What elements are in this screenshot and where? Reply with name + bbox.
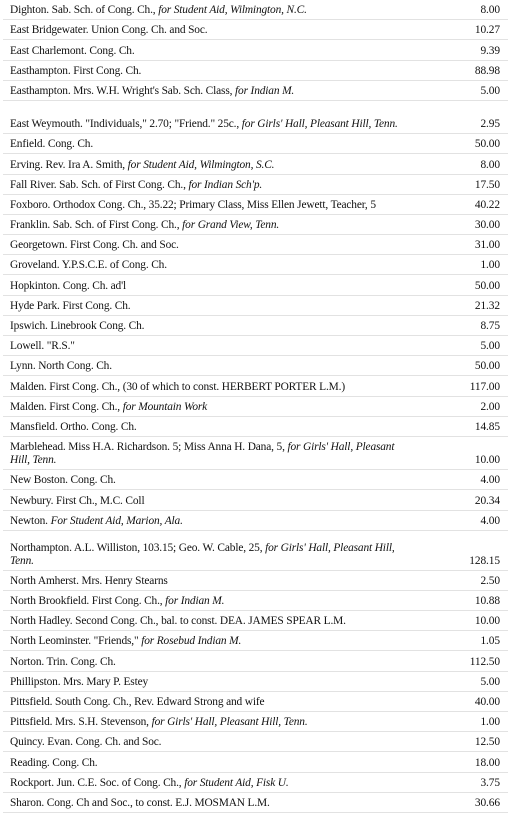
ledger-donor: Northampton. A.L. Williston, 103.15; Geo. W. Cable, 25, [10, 541, 266, 554]
ledger-row [0, 134, 511, 154]
ledger-amount: 4.00 [480, 474, 500, 487]
ledger-amount: 10.88 [474, 595, 500, 608]
ledger-purpose: for Student Aid, Wilmington, N.C. [158, 4, 307, 17]
ledger-amount: 9.39 [480, 44, 500, 57]
ledger-donor: North Amherst. Mrs. Henry Stearns [10, 574, 168, 587]
ledger-purpose: for Girls' Hall, Pleasant Hill, Tenn. [10, 541, 395, 567]
ledger-amount: 14.85 [474, 420, 500, 433]
ledger-amount: 40.22 [474, 198, 500, 211]
ledger-description [10, 635, 241, 648]
ledger-description [10, 736, 161, 749]
ledger-donor: Easthampton. Mrs. W.H. Wright's Sab. Sch. Class, [10, 84, 236, 97]
ledger-description [10, 757, 97, 770]
ledger-donor: New Boston. Cong. Ch. [10, 474, 116, 487]
ledger-row [0, 336, 511, 356]
ledger-donor: Phillipston. Mrs. Mary P. Estey [10, 675, 149, 688]
ledger-amount: 5.00 [480, 675, 500, 688]
ledger-amount: 128.15 [469, 554, 500, 567]
ledger-description [10, 381, 345, 394]
ledger-donor: Newton. [10, 514, 51, 527]
ledger-row [0, 215, 511, 235]
ledger-row [0, 571, 511, 591]
ledger-row [0, 732, 511, 752]
ledger-row [0, 793, 511, 813]
ledger-donor: North Brookfield. First Cong. Ch., [10, 595, 166, 608]
ledger-donor: Quincy. Evan. Cong. Ch. and Soc. [10, 736, 162, 749]
ledger-description [10, 515, 183, 528]
ledger-amount: 10.00 [474, 615, 500, 628]
ledger-row [0, 692, 511, 712]
ledger-donor: Reading. Cong. Ch. [10, 756, 98, 769]
ledger-description [10, 65, 141, 78]
ledger-donor: North Leominster. "Friends," [10, 635, 142, 648]
ledger-amount: 117.00 [469, 380, 500, 393]
ledger-donor: Norton. Trin. Cong. Ch. [10, 655, 116, 668]
ledger-donor: Foxboro. Orthodox Cong. Ch., 35.22; Primary Class, Miss Ellen Jewett, Teacher, 5 [10, 198, 376, 211]
ledger-purpose: for Girls' Hall, Pleasant Hill, Tenn. [241, 118, 398, 131]
ledger-amount: 12.50 [474, 736, 500, 749]
ledger-row [0, 0, 511, 20]
ledger-donor: Ipswich. Linebrook Cong. Ch. [10, 320, 145, 332]
ledger-donor: Easthampton. First Cong. Ch. [10, 64, 142, 77]
ledger-purpose: for Rosebud Indian M. [141, 635, 242, 648]
ledger-row [0, 20, 511, 40]
ledger-donor: Malden. First Cong. Ch., (30 of which to const. HERBERT PORTER L.M.) [10, 380, 345, 393]
ledger-purpose: for Mountain Work [122, 400, 208, 413]
ledger-row [0, 397, 511, 417]
ledger-description [10, 300, 130, 313]
ledger-row [0, 195, 511, 215]
ledger-row [0, 470, 511, 490]
ledger-description [10, 441, 402, 467]
ledger-donor: Pittsfield. Mrs. S.H. Stevenson, [10, 716, 152, 729]
ledger-amount: 18.00 [474, 756, 500, 769]
ledger-amount: 30.00 [474, 219, 500, 232]
ledger-purpose: for Girls' Hall, Pleasant Hill, Tenn. [10, 441, 395, 467]
ledger-row [0, 531, 511, 571]
ledger-amount: 17.50 [474, 178, 500, 191]
ledger-row [0, 101, 511, 134]
ledger-row [0, 511, 511, 531]
ledger-donor: Fall River. Sab. Sch. of First Cong. Ch., [10, 178, 189, 191]
ledger-amount: 10.00 [474, 454, 500, 467]
ledger-amount: 88.98 [474, 64, 500, 77]
ledger-amount: 50.00 [474, 138, 500, 151]
ledger-purpose: for Indian Sch'p. [188, 178, 263, 191]
ledger-description [10, 542, 402, 568]
ledger-description [10, 360, 112, 373]
ledger-amount: 2.00 [480, 400, 500, 413]
ledger-donor: Marblehead. Miss H.A. Richardson. 5; Miss Anna H. Dana, 5, [10, 441, 288, 454]
ledger-donor: Groveland. Y.P.S.C.E. of Cong. Ch. [10, 259, 167, 272]
ledger-row [0, 275, 511, 295]
ledger-donor: Hyde Park. First Cong. Ch. [10, 299, 131, 312]
ledger-donor: Mansfield. Ortho. Cong. Ch. [10, 420, 137, 433]
ledger-description [10, 615, 346, 628]
ledger-amount: 30.66 [474, 796, 500, 809]
ledger-description [10, 401, 207, 414]
ledger-donor: Newbury. First Ch., M.C. Coll [10, 494, 145, 507]
ledger-description [10, 676, 148, 689]
ledger-amount: 1.05 [480, 635, 500, 648]
ledger-donor: Hopkinton. Cong. Ch. ad'l [10, 279, 127, 292]
ledger-description [10, 797, 270, 810]
ledger-amount: 21.32 [474, 299, 500, 312]
ledger-description [10, 159, 274, 172]
ledger-description [10, 118, 398, 131]
ledger-row [0, 255, 511, 275]
ledger-description [10, 474, 116, 487]
ledger-amount: 112.50 [469, 655, 500, 668]
ledger-donor: East Weymouth. "Individuals," 2.70; "Friend." 25c., [10, 118, 242, 131]
ledger-description [10, 421, 137, 434]
ledger-donor: Enfield. Cong. Ch. [10, 138, 94, 151]
ledger-row [0, 175, 511, 195]
ledger-description [10, 259, 167, 272]
ledger-description [10, 696, 264, 709]
ledger-row [0, 631, 511, 651]
ledger-description [10, 138, 93, 151]
ledger-donor: Lowell. "R.S." [10, 340, 75, 353]
ledger-amount: 1.00 [480, 259, 500, 272]
ledger-donor: Rockport. Jun. C.E. Soc. of Cong. Ch., [10, 776, 185, 789]
ledger-purpose: for Student Aid, Wilmington, S.C. [127, 158, 275, 171]
ledger-description [10, 340, 75, 353]
ledger-purpose: for Indian M. [235, 84, 295, 97]
ledger-row [0, 611, 511, 631]
ledger-row [0, 773, 511, 793]
ledger-row [0, 81, 511, 101]
ledger-donor: Malden. First Cong. Ch., [10, 400, 123, 413]
ledger-row [0, 591, 511, 611]
ledger-amount: 8.75 [480, 320, 500, 332]
ledger-donor: Franklin. Sab. Sch. of First Cong. Ch., [10, 219, 183, 232]
ledger-amount: 4.00 [480, 514, 500, 527]
ledger-description [10, 239, 179, 252]
ledger-description [10, 24, 207, 37]
ledger-amount: 3.75 [480, 776, 500, 789]
ledger-row [0, 752, 511, 772]
ledger-amount: 31.00 [474, 239, 500, 252]
ledger-amount: 50.00 [474, 360, 500, 373]
ledger-amount: 1.00 [480, 716, 500, 729]
ledger-amount: 2.50 [480, 574, 500, 587]
ledger-donor: Pittsfield. South Cong. Ch., Rev. Edward Strong and wife [10, 696, 265, 708]
ledger-row [0, 154, 511, 174]
ledger-row [0, 417, 511, 437]
ledger-amount: 2.95 [480, 118, 500, 131]
ledger-donor: North Hadley. Second Cong. Ch., bal. to const. DEA. JAMES SPEAR L.M. [10, 615, 346, 628]
ledger-purpose: For Student Aid, Marion, Ala. [50, 514, 183, 527]
ledger-donor: Georgetown. First Cong. Ch. and Soc. [10, 239, 179, 252]
ledger-description [10, 45, 135, 58]
ledger-row [0, 672, 511, 692]
ledger-amount: 20.34 [474, 494, 500, 507]
ledger-row [0, 296, 511, 316]
ledger-description [10, 280, 126, 293]
ledger-description [10, 716, 308, 729]
ledger-donor: Lynn. North Cong. Ch. [10, 360, 112, 373]
ledger-row [0, 356, 511, 376]
ledger-donor: East Charlemont. Cong. Ch. [10, 44, 135, 57]
ledger-row [0, 376, 511, 396]
ledger-purpose: for Indian M. [165, 595, 225, 608]
ledger-amount: 40.00 [474, 696, 500, 708]
ledger-description [10, 219, 279, 232]
ledger-description [10, 777, 289, 790]
ledger-amount: 8.00 [480, 158, 500, 171]
ledger-description [10, 495, 144, 508]
ledger-amount: 5.00 [480, 84, 500, 97]
ledger-row [0, 61, 511, 81]
ledger-amount: 50.00 [474, 279, 500, 292]
ledger-donor: Sharon. Cong. Ch and Soc., to const. E.J. MOSMAN L.M. [10, 796, 270, 809]
ledger-donor: Dighton. Sab. Sch. of Cong. Ch., [10, 4, 159, 17]
ledger-row [0, 316, 511, 336]
ledger-description [10, 179, 262, 192]
ledger-amount: 5.00 [480, 340, 500, 353]
ledger-row [0, 40, 511, 60]
ledger-description [10, 575, 168, 588]
ledger-purpose: for Student Aid, Fisk U. [184, 776, 289, 789]
ledger-row [0, 651, 511, 671]
ledger-description [10, 320, 144, 333]
ledger-description [10, 595, 224, 608]
ledger-row [0, 712, 511, 732]
ledger-description [10, 199, 376, 212]
ledger-amount: 8.00 [480, 4, 500, 17]
ledger-purpose: for Grand View, Tenn. [182, 219, 280, 232]
ledger-row [0, 235, 511, 255]
ledger-purpose: for Girls' Hall, Pleasant Hill, Tenn. [151, 716, 308, 729]
ledger-row [0, 437, 511, 470]
ledger-donor: East Bridgewater. Union Cong. Ch. and Soc. [10, 24, 208, 37]
ledger-description [10, 85, 294, 98]
ledger-description [10, 656, 116, 669]
ledger-donor: Erving. Rev. Ira A. Smith, [10, 158, 128, 171]
ledger-description [10, 4, 307, 17]
ledger-amount: 10.27 [474, 24, 500, 37]
ledger-row [0, 490, 511, 510]
